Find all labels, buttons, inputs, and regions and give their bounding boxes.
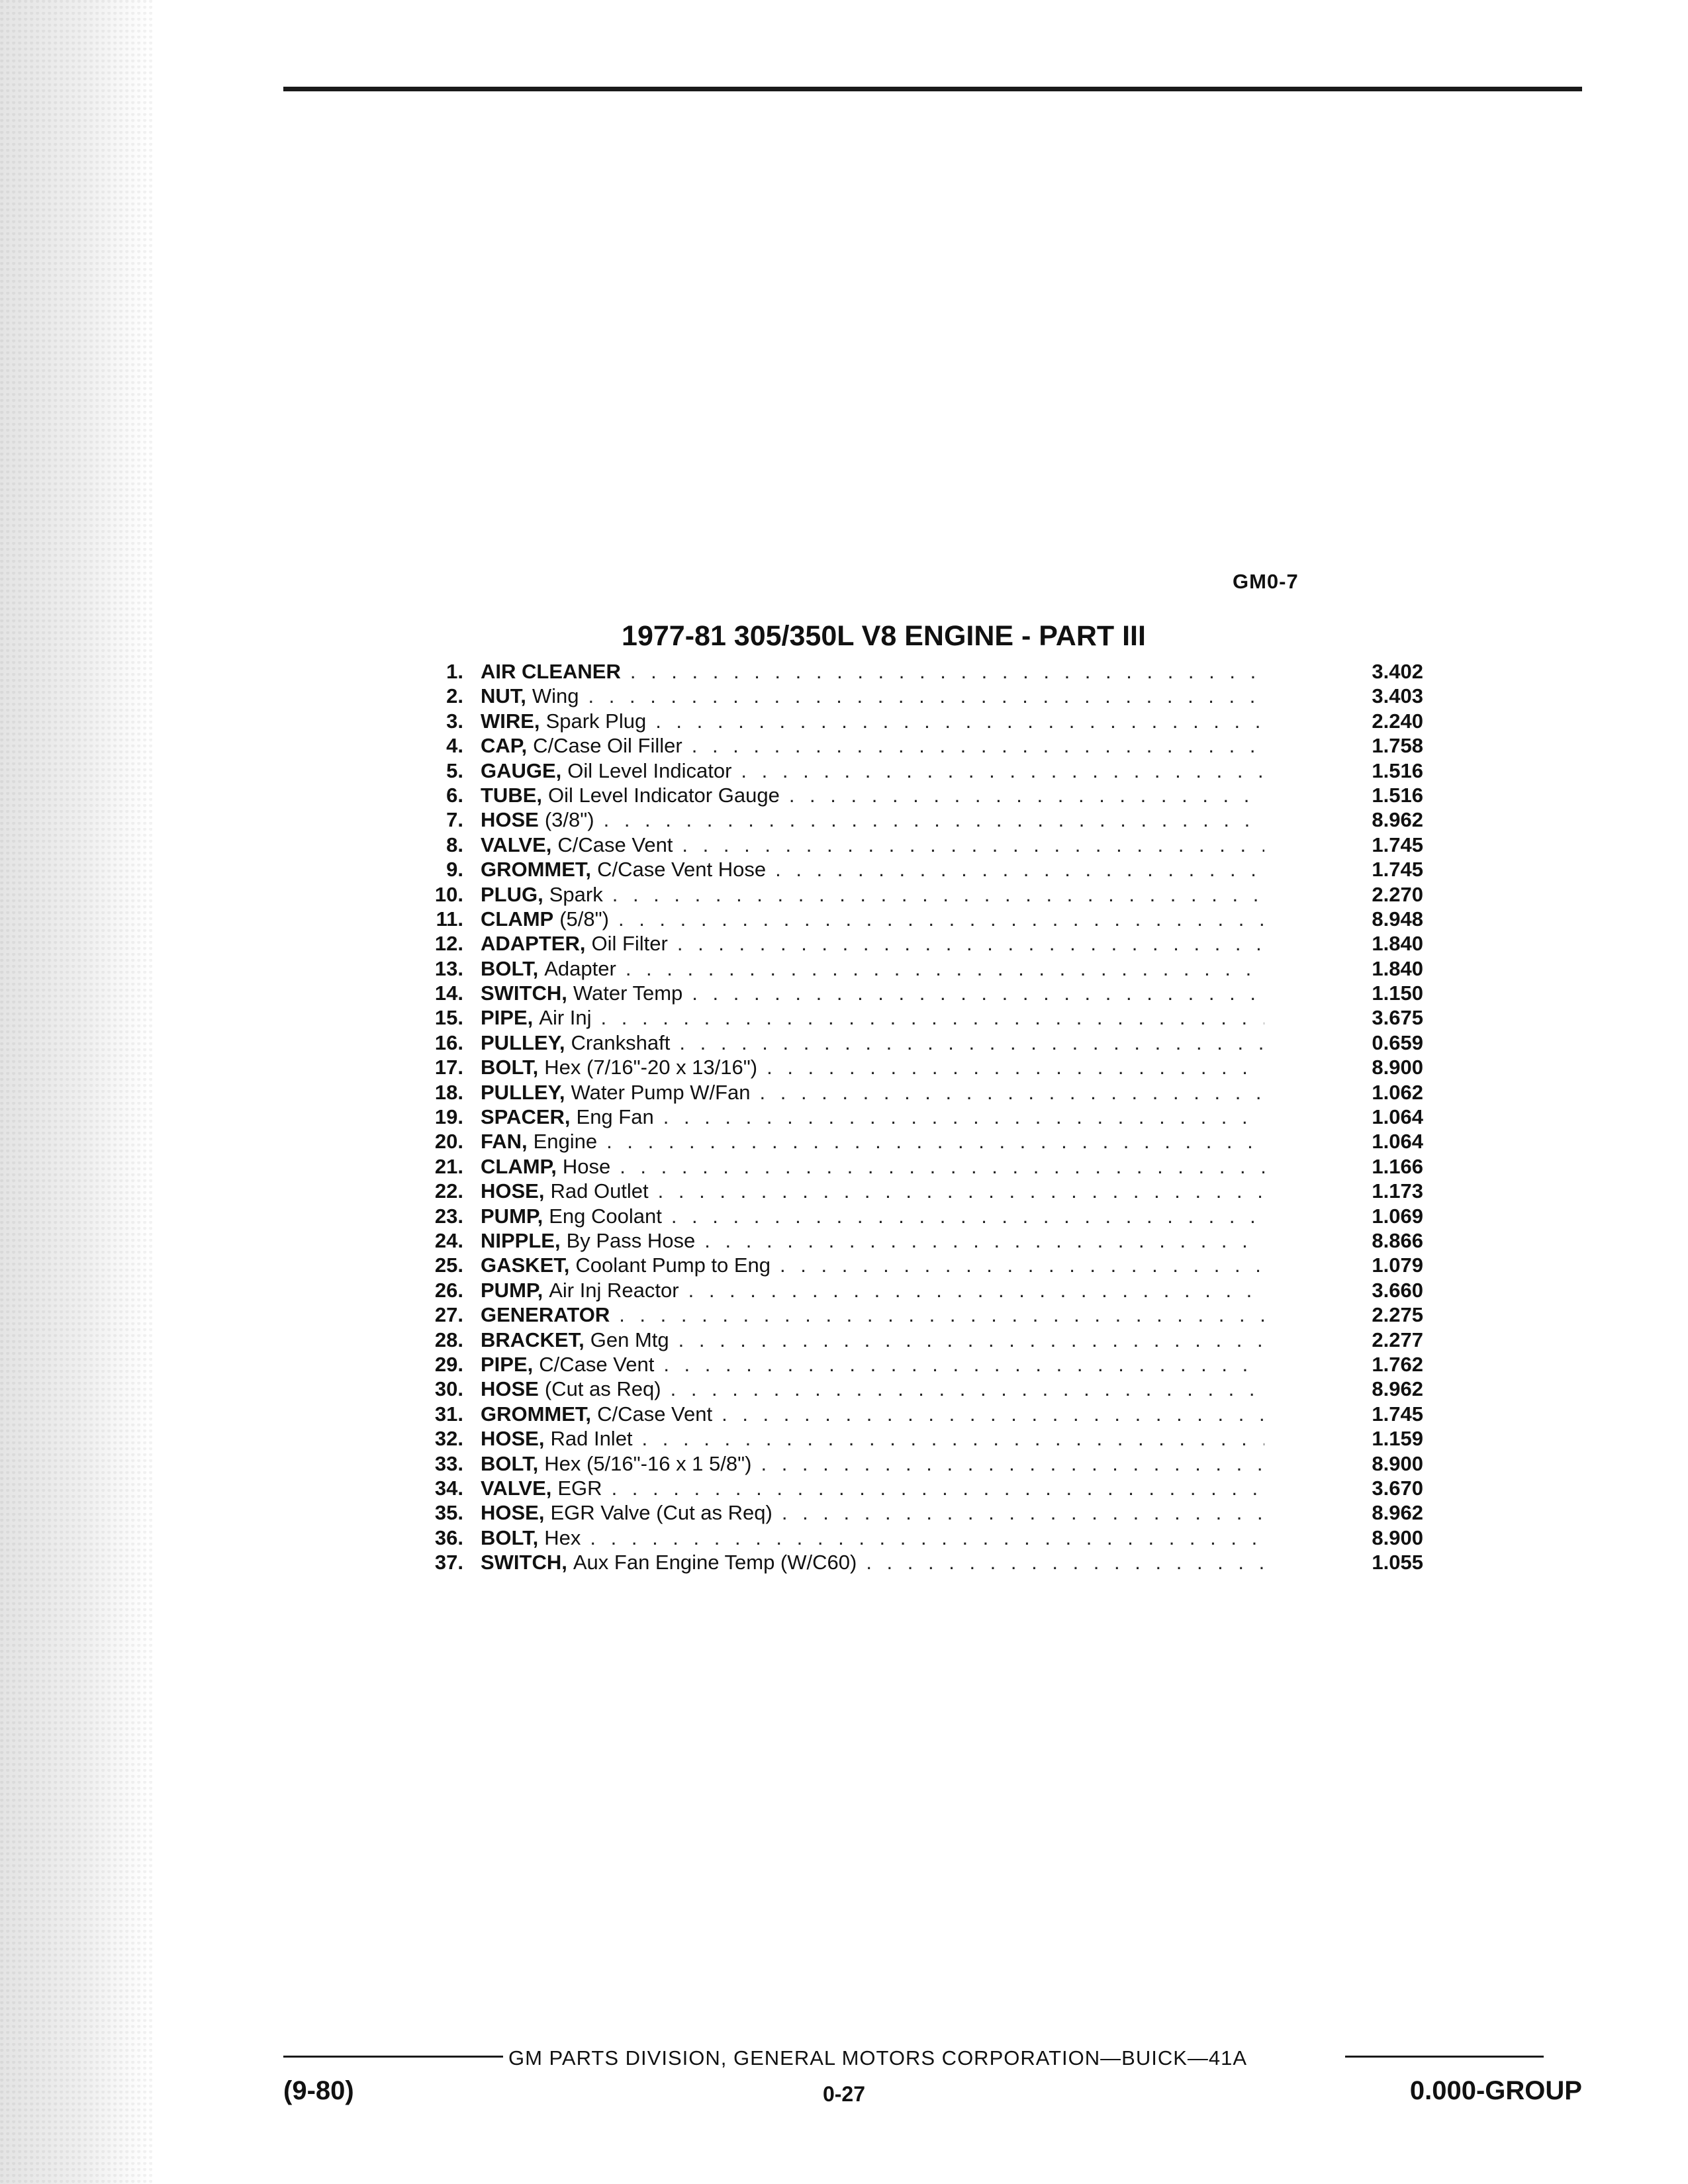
dot-leader (688, 1278, 1264, 1302)
part-row (417, 882, 1423, 907)
group-number: 8.900 (1372, 1451, 1423, 1475)
part-number: 18. (434, 1080, 463, 1104)
part-row (417, 1080, 1423, 1105)
group-number: 1.516 (1372, 783, 1423, 807)
group-number: 1.166 (1372, 1154, 1423, 1178)
group-number: 1.745 (1372, 833, 1423, 856)
part-description: Oil Level Indicator Gauge (548, 783, 780, 807)
dot-leader (620, 1154, 1264, 1179)
part-number: 17. (434, 1056, 463, 1079)
group-label: 0.000-GROUP (1409, 2076, 1582, 2105)
part-row (417, 1476, 1423, 1500)
part-description: Hose (562, 1154, 611, 1178)
part-row (417, 857, 1423, 882)
part-row (417, 1204, 1423, 1228)
part-number: 12. (434, 932, 463, 956)
part-row (417, 684, 1423, 708)
dot-leader (789, 783, 1264, 807)
dot-leader (630, 659, 1264, 684)
dot-leader (679, 1328, 1264, 1352)
dot-leader (618, 907, 1264, 931)
part-name: HOSE (481, 808, 539, 832)
dot-leader (663, 1352, 1264, 1377)
part-description: Adapter (544, 956, 616, 980)
group-number: 1.079 (1372, 1253, 1423, 1277)
part-row (417, 1005, 1423, 1030)
group-number: 1.840 (1372, 956, 1423, 980)
part-description: Spark Plug (545, 709, 647, 733)
part-number: 14. (434, 981, 463, 1005)
part-number: 22. (434, 1179, 463, 1203)
part-name: HOSE, (481, 1427, 545, 1451)
part-row (417, 1154, 1423, 1179)
part-number: 32. (434, 1427, 463, 1451)
part-description: (3/8") (544, 808, 594, 832)
group-number: 8.962 (1372, 1377, 1423, 1401)
part-name: HOSE, (481, 1179, 545, 1203)
group-number: 8.866 (1372, 1228, 1423, 1252)
part-number: 4. (446, 734, 463, 758)
part-row (417, 1179, 1423, 1203)
group-number: 2.277 (1372, 1328, 1423, 1351)
part-name: HOSE (481, 1377, 539, 1401)
part-row (417, 1228, 1423, 1253)
dot-leader (658, 1179, 1264, 1203)
part-number: 23. (434, 1204, 463, 1228)
group-number: 1.069 (1372, 1204, 1423, 1228)
group-number: 1.055 (1372, 1551, 1423, 1574)
part-description: (Cut as Req) (544, 1377, 661, 1401)
part-name: PIPE, (481, 1006, 534, 1030)
part-name: GASKET, (481, 1253, 570, 1277)
dot-leader (780, 1253, 1264, 1277)
part-number: 7. (446, 808, 463, 832)
group-number: 2.270 (1372, 882, 1423, 906)
part-row (417, 931, 1423, 956)
dot-leader (612, 882, 1264, 907)
dot-leader (782, 1500, 1264, 1525)
part-row (417, 907, 1423, 931)
part-description: C/Case Oil Filler (533, 734, 682, 758)
part-name: GROMMET, (481, 1402, 592, 1426)
dot-leader (655, 709, 1264, 733)
part-number: 9. (446, 858, 463, 882)
part-number: 35. (434, 1501, 463, 1525)
group-number: 3.660 (1372, 1278, 1423, 1302)
group-number: 3.402 (1372, 660, 1423, 683)
part-description: C/Case Vent Hose (597, 858, 767, 882)
part-row (417, 1525, 1423, 1550)
part-description: Gen Mtg (590, 1328, 669, 1351)
part-name: CAP, (481, 734, 528, 758)
part-name: VALVE, (481, 1476, 552, 1500)
part-description: Aux Fan Engine Temp (W/C60) (573, 1551, 857, 1574)
group-number: 2.240 (1372, 709, 1423, 733)
part-number: 37. (434, 1551, 463, 1574)
dot-leader (601, 1005, 1264, 1030)
part-name: TUBE, (481, 783, 542, 807)
part-description: (5/8") (559, 907, 609, 931)
dot-leader (663, 1105, 1264, 1129)
group-number: 3.675 (1372, 1006, 1423, 1030)
part-number: 21. (434, 1154, 463, 1178)
part-description: Engine (533, 1130, 598, 1154)
part-row (417, 956, 1423, 981)
part-number: 6. (446, 783, 463, 807)
parts-list (417, 659, 1423, 1574)
dot-leader (722, 1402, 1264, 1426)
dot-leader (679, 1030, 1264, 1055)
part-name: CLAMP (481, 907, 554, 931)
part-row (417, 783, 1423, 807)
dot-leader (612, 1476, 1264, 1500)
part-number: 2. (446, 684, 463, 708)
part-name: BOLT, (481, 956, 539, 980)
part-row (417, 758, 1423, 783)
group-number: 1.516 (1372, 758, 1423, 782)
part-row (417, 1105, 1423, 1129)
group-number: 1.159 (1372, 1427, 1423, 1451)
footer-rule-left (283, 2056, 503, 2058)
scan-shadow-edge (0, 0, 152, 2184)
part-number: 10. (434, 882, 463, 906)
part-number: 16. (434, 1030, 463, 1054)
part-name: NIPPLE, (481, 1228, 561, 1252)
part-number: 3. (446, 709, 463, 733)
part-description: Oil Filter (591, 932, 668, 956)
part-number: 8. (446, 833, 463, 856)
group-number: 1.150 (1372, 981, 1423, 1005)
part-name: PUMP, (481, 1204, 543, 1228)
part-name: BRACKET, (481, 1328, 585, 1351)
group-number: 1.062 (1372, 1080, 1423, 1104)
part-description: C/Case Vent (539, 1352, 655, 1376)
part-name: GENERATOR (481, 1303, 610, 1327)
part-name: SWITCH, (481, 1551, 567, 1574)
part-description: Oil Level Indicator (567, 758, 732, 782)
part-row (417, 1426, 1423, 1451)
part-row (417, 1500, 1423, 1525)
dot-leader (866, 1550, 1264, 1574)
part-name: GAUGE, (481, 758, 562, 782)
part-row (417, 1302, 1423, 1327)
part-description: EGR (557, 1476, 602, 1500)
dot-leader (761, 1451, 1264, 1476)
part-number: 19. (434, 1105, 463, 1129)
part-row (417, 807, 1423, 832)
group-number: 1.745 (1372, 1402, 1423, 1426)
part-description: Coolant Pump to Eng (575, 1253, 771, 1277)
group-number: 2.275 (1372, 1303, 1423, 1327)
page-number: 0-27 (822, 2082, 866, 2106)
dot-leader (619, 1302, 1264, 1327)
part-name: GROMMET, (481, 858, 592, 882)
footer-rule-right (1345, 2056, 1544, 2058)
dot-leader (692, 733, 1264, 758)
part-number: 31. (434, 1402, 463, 1426)
part-description: Crankshaft (571, 1030, 671, 1054)
part-name: BOLT, (481, 1056, 539, 1079)
dot-leader (590, 1525, 1264, 1550)
part-description: By Pass Hose (566, 1228, 696, 1252)
dot-leader (671, 1204, 1264, 1228)
part-row (417, 1129, 1423, 1154)
part-name: FAN, (481, 1130, 528, 1154)
group-number: 8.900 (1372, 1525, 1423, 1549)
part-row (417, 1352, 1423, 1377)
group-number: 1.745 (1372, 858, 1423, 882)
page-code: GM0-7 (1233, 570, 1299, 593)
part-row (417, 833, 1423, 857)
part-row (417, 1550, 1423, 1574)
group-number: 8.962 (1372, 808, 1423, 832)
part-name: ADAPTER, (481, 932, 586, 956)
footer-date: (9-80) (283, 2076, 354, 2105)
part-name: PULLEY, (481, 1080, 565, 1104)
group-number: 3.403 (1372, 684, 1423, 708)
part-name: SPACER, (481, 1105, 571, 1129)
part-description: Water Temp (573, 981, 683, 1005)
part-description: Wing (532, 684, 579, 708)
part-number: 11. (436, 907, 463, 931)
part-description: Eng Coolant (549, 1204, 662, 1228)
part-description: EGR Valve (Cut as Req) (550, 1501, 773, 1525)
dot-leader (692, 981, 1264, 1005)
part-number: 27. (434, 1303, 463, 1327)
group-number: 3.670 (1372, 1476, 1423, 1500)
page-title: 1977-81 305/350L V8 ENGINE - PART III (622, 620, 1146, 652)
part-description: Hex (5/16"-16 x 1 5/8") (544, 1451, 752, 1475)
part-name: WIRE, (481, 709, 540, 733)
part-number: 20. (434, 1130, 463, 1154)
part-number: 24. (434, 1228, 463, 1252)
dot-leader (682, 833, 1264, 857)
group-number: 8.962 (1372, 1501, 1423, 1525)
dot-leader (767, 1055, 1264, 1079)
part-number: 34. (434, 1476, 463, 1500)
part-number: 1. (446, 660, 463, 683)
footer-division: GM PARTS DIVISION, GENERAL MOTORS CORPORATION—BUICK—41A (508, 2046, 1248, 2070)
part-row (417, 659, 1423, 684)
group-number: 1.064 (1372, 1105, 1423, 1129)
part-description: Rad Inlet (550, 1427, 633, 1451)
part-row (417, 733, 1423, 758)
part-name: VALVE, (481, 833, 552, 856)
part-row (417, 1377, 1423, 1401)
part-name: SWITCH, (481, 981, 567, 1005)
group-number: 1.064 (1372, 1130, 1423, 1154)
top-rule (283, 87, 1582, 91)
part-number: 25. (434, 1253, 463, 1277)
part-description: Spark (549, 882, 603, 906)
part-description: Eng Fan (576, 1105, 654, 1129)
part-name: PULLEY, (481, 1030, 565, 1054)
part-number: 36. (434, 1525, 463, 1549)
dot-leader (626, 956, 1264, 981)
part-row (417, 1402, 1423, 1426)
dot-leader (606, 1129, 1264, 1154)
part-number: 13. (434, 956, 463, 980)
part-description: Hex (544, 1525, 581, 1549)
part-row (417, 1055, 1423, 1079)
dot-leader (704, 1228, 1264, 1253)
part-description: Rad Outlet (550, 1179, 649, 1203)
part-description: Air Inj Reactor (549, 1278, 679, 1302)
dot-leader (677, 931, 1264, 956)
part-description: C/Case Vent (597, 1402, 713, 1426)
dot-leader (775, 857, 1264, 882)
part-name: BOLT, (481, 1451, 539, 1475)
part-name: PIPE, (481, 1352, 534, 1376)
part-number: 15. (434, 1006, 463, 1030)
part-description: C/Case Vent (557, 833, 673, 856)
dot-leader (642, 1426, 1264, 1451)
dot-leader (588, 684, 1264, 708)
group-number: 1.173 (1372, 1179, 1423, 1203)
dot-leader (671, 1377, 1264, 1401)
part-name: PLUG, (481, 882, 543, 906)
part-row (417, 1030, 1423, 1055)
part-name: CLAMP, (481, 1154, 557, 1178)
part-row (417, 981, 1423, 1005)
part-name: HOSE, (481, 1501, 545, 1525)
part-number: 28. (434, 1328, 463, 1351)
part-name: BOLT, (481, 1525, 539, 1549)
part-name: NUT, (481, 684, 526, 708)
dot-leader (760, 1080, 1265, 1105)
group-number: 1.758 (1372, 734, 1423, 758)
group-number: 1.762 (1372, 1352, 1423, 1376)
part-row (417, 1451, 1423, 1476)
part-row (417, 1328, 1423, 1352)
part-number: 29. (434, 1352, 463, 1376)
part-number: 5. (446, 758, 463, 782)
part-description: Hex (7/16"-20 x 13/16") (544, 1056, 758, 1079)
group-number: 0.659 (1372, 1030, 1423, 1054)
part-number: 26. (434, 1278, 463, 1302)
part-row (417, 709, 1423, 733)
group-number: 8.948 (1372, 907, 1423, 931)
part-number: 30. (434, 1377, 463, 1401)
part-name: AIR CLEANER (481, 660, 621, 683)
dot-leader (604, 807, 1264, 832)
group-number: 8.900 (1372, 1056, 1423, 1079)
part-description: Air Inj (539, 1006, 592, 1030)
group-number: 1.840 (1372, 932, 1423, 956)
part-description: Water Pump W/Fan (571, 1080, 751, 1104)
part-row (417, 1253, 1423, 1277)
dot-leader (741, 758, 1264, 783)
part-name: PUMP, (481, 1278, 543, 1302)
part-number: 33. (434, 1451, 463, 1475)
part-row (417, 1278, 1423, 1302)
